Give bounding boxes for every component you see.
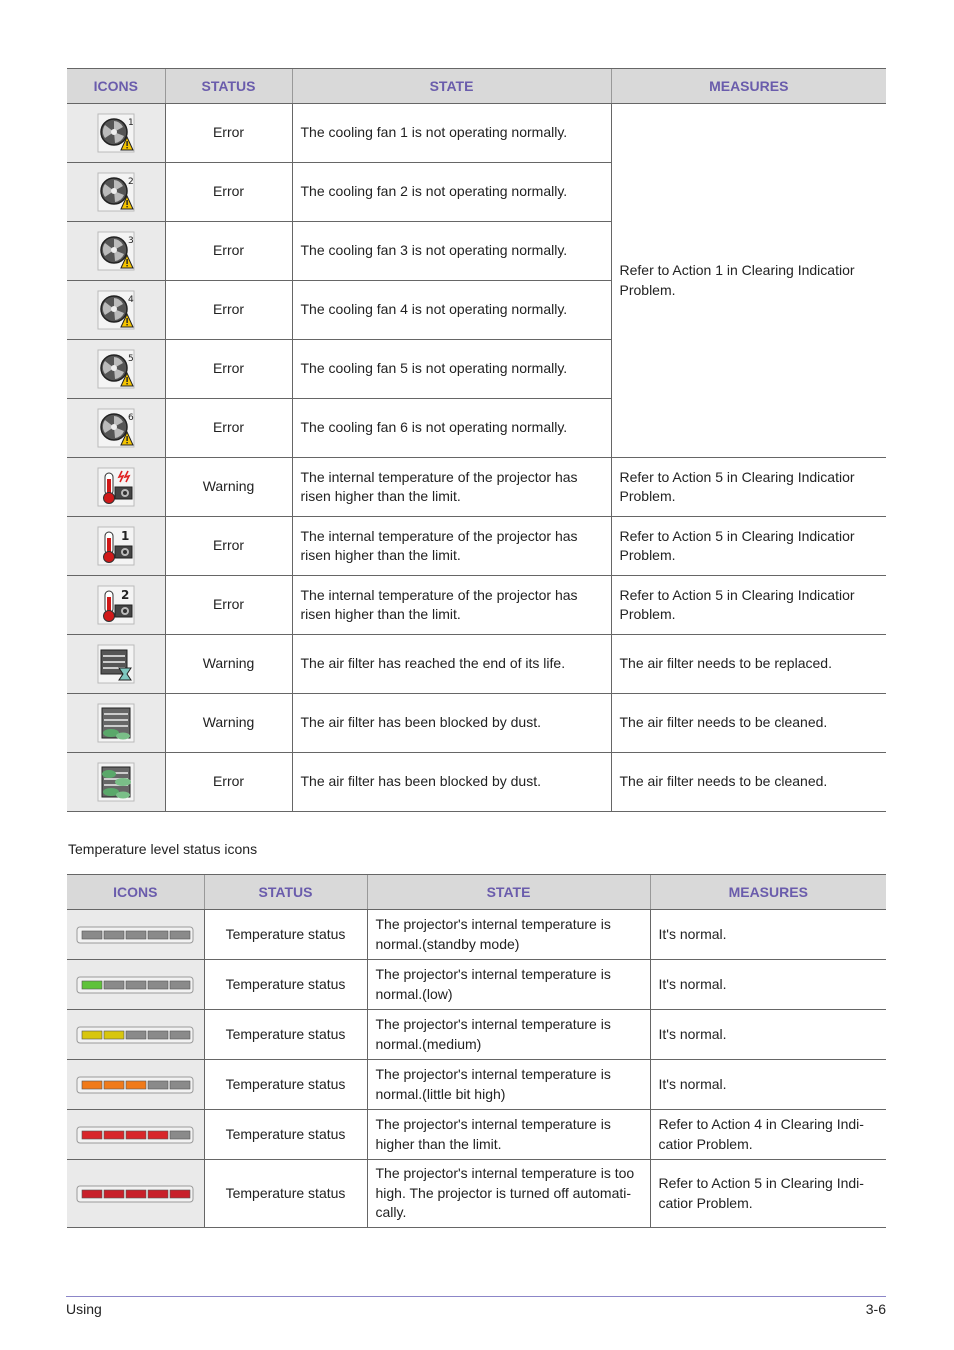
table-row	[67, 104, 886, 163]
header-state: STATE	[292, 69, 611, 104]
svg-text:2: 2	[120, 588, 130, 602]
fan-temperature-filter-table	[67, 68, 886, 812]
table-row	[67, 753, 886, 812]
state-cell: The internal temperature of the projector has risen higher than the limit.	[292, 576, 611, 635]
state-cell: The air filter has reached the end of its life.	[292, 635, 611, 694]
state-cell: The projector's internal temperature is normal.(little bit high)	[367, 1060, 650, 1110]
status-cell: Error	[165, 517, 292, 576]
state-cell: The projector's internal temperature is normal.(low)	[367, 960, 650, 1010]
temperature-warning-icon	[67, 458, 165, 517]
header-measures: MEASURES	[611, 69, 886, 104]
status-cell: Temperature status	[204, 910, 367, 960]
header-icons: ICONS	[67, 69, 165, 104]
measures-cell: It's normal.	[650, 910, 886, 960]
footer-section: Using	[66, 1301, 102, 1317]
measures-cell: It's normal.	[650, 1010, 886, 1060]
status-cell: Error	[165, 753, 292, 812]
state-cell: The cooling fan 4 is not operating normally.	[292, 281, 611, 340]
temperature-level-bar-icon	[67, 1060, 204, 1110]
measures-cell: The air filter needs to be replaced.	[611, 635, 886, 694]
measures-cell: Refer to Action 5 in Clearing Indi-catior Problem.	[650, 1160, 886, 1228]
status-cell: Temperature status	[204, 1060, 367, 1110]
temperature-level-bar-icon	[67, 1010, 204, 1060]
status-cell: Warning	[165, 694, 292, 753]
state-cell: The projector's internal temperature is normal.(medium)	[367, 1010, 650, 1060]
table-row	[67, 910, 886, 960]
state-cell: The internal temperature of the projector has risen higher than the limit.	[292, 517, 611, 576]
measures-cell: Refer to Action 4 in Clearing Indi-catior Problem.	[650, 1110, 886, 1160]
header-status: STATUS	[204, 875, 367, 910]
status-cell: Temperature status	[204, 1160, 367, 1228]
svg-text:4: 4	[127, 295, 134, 305]
air-filter-dust-warning-icon	[67, 694, 165, 753]
table-row	[67, 576, 886, 635]
table-header-row	[67, 875, 886, 910]
fan-error-icon	[67, 340, 165, 399]
status-cell: Temperature status	[204, 1010, 367, 1060]
status-cell: Warning	[165, 458, 292, 517]
air-filter-dust-error-icon	[67, 753, 165, 812]
fan-error-icon	[67, 399, 165, 458]
temperature-level-bar-icon	[67, 960, 204, 1010]
measures-cell: It's normal.	[650, 960, 886, 1010]
fan-error-icon	[67, 104, 165, 163]
table-row	[67, 1160, 886, 1228]
status-cell: Warning	[165, 635, 292, 694]
table-row	[67, 694, 886, 753]
state-cell: The cooling fan 3 is not operating normally.	[292, 222, 611, 281]
temperature-level-table	[67, 874, 886, 1228]
measures-cell: Refer to Action 5 in Clearing Indicatior Problem.	[611, 517, 886, 576]
status-cell: Temperature status	[204, 1110, 367, 1160]
temperature-level-bar-icon	[67, 1110, 204, 1160]
measures-cell: Refer to Action 5 in Clearing Indicatior Problem.	[611, 576, 886, 635]
state-cell: The cooling fan 2 is not operating normally.	[292, 163, 611, 222]
air-filter-life-icon	[67, 635, 165, 694]
temperature-level-bar-icon	[67, 1160, 204, 1228]
svg-text:6: 6	[127, 413, 134, 423]
header-measures: MEASURES	[650, 875, 886, 910]
svg-text:2: 2	[127, 177, 134, 187]
state-cell: The projector's internal temperature is higher than the limit.	[367, 1110, 650, 1160]
status-cell: Error	[165, 399, 292, 458]
status-cell: Error	[165, 222, 292, 281]
state-cell: The projector's internal temperature is too high. The projector is turned off automati-cally.	[367, 1160, 650, 1228]
table-row	[67, 517, 886, 576]
temperature-error-icon	[67, 517, 165, 576]
state-cell: The air filter has been blocked by dust.	[292, 753, 611, 812]
measures-cell: The air filter needs to be cleaned.	[611, 753, 886, 812]
fan-error-icon	[67, 222, 165, 281]
header-icons: ICONS	[67, 875, 204, 910]
table-row	[67, 635, 886, 694]
table-header-row	[67, 69, 886, 104]
state-cell: The internal temperature of the projector has risen higher than the limit.	[292, 458, 611, 517]
status-cell: Error	[165, 281, 292, 340]
fan-error-icon	[67, 163, 165, 222]
status-cell: Error	[165, 340, 292, 399]
measures-cell: Refer to Action 5 in Clearing Indicatior Problem.	[611, 458, 886, 517]
state-cell: The cooling fan 5 is not operating normally.	[292, 340, 611, 399]
status-cell: Error	[165, 163, 292, 222]
status-cell: Error	[165, 104, 292, 163]
svg-text:5: 5	[127, 354, 134, 364]
table-row	[67, 960, 886, 1010]
state-cell: The cooling fan 6 is not operating normally.	[292, 399, 611, 458]
measures-cell: The air filter needs to be cleaned.	[611, 694, 886, 753]
svg-text:1: 1	[127, 118, 134, 128]
status-cell: Temperature status	[204, 960, 367, 1010]
table-row	[67, 1010, 886, 1060]
measures-cell: It's normal.	[650, 1060, 886, 1110]
measures-cell: Refer to Action 1 in Clearing Indicatior Problem.	[611, 104, 886, 458]
state-cell: The air filter has been blocked by dust.	[292, 694, 611, 753]
state-cell: The cooling fan 1 is not operating normally.	[292, 104, 611, 163]
temperature-error-icon	[67, 576, 165, 635]
table-row	[67, 1110, 886, 1160]
section-caption: Temperature level status icons	[68, 841, 258, 857]
table-row	[67, 458, 886, 517]
state-cell: The projector's internal temperature is normal.(standby mode)	[367, 910, 650, 960]
status-cell: Error	[165, 576, 292, 635]
header-state: STATE	[367, 875, 650, 910]
footer-divider	[66, 1296, 886, 1297]
table-row	[67, 1060, 886, 1110]
header-status: STATUS	[165, 69, 292, 104]
svg-text:1: 1	[120, 529, 130, 543]
fan-error-icon	[67, 281, 165, 340]
page-number: 3-6	[865, 1301, 886, 1317]
svg-text:3: 3	[127, 236, 134, 246]
temperature-level-bar-icon	[67, 910, 204, 960]
